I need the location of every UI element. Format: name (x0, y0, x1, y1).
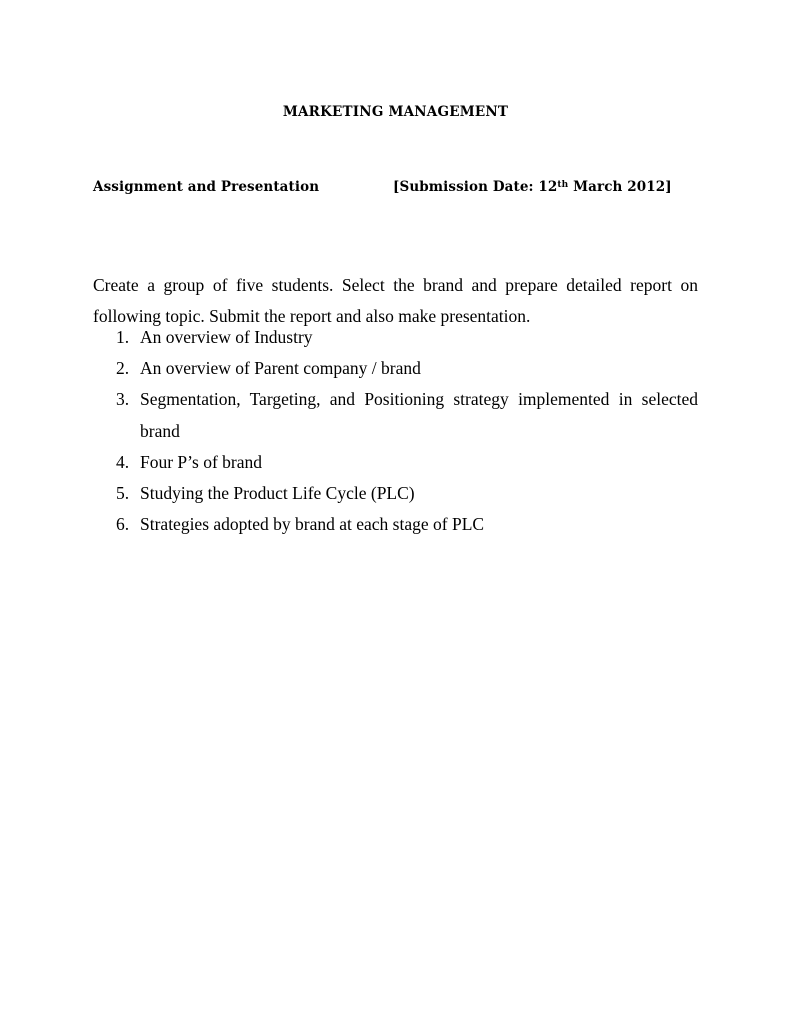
list-item (93, 509, 698, 540)
submission-date-suffix: March 2012] (568, 179, 672, 195)
list-item-text: Strategies adopted by brand at each stage of PLC (140, 514, 485, 535)
list-item-number: 6. (116, 514, 130, 535)
list-item (93, 447, 698, 478)
list-item-number: 1. (116, 327, 130, 347)
list-item-number: 2. (116, 358, 130, 379)
list-item-text: Segmentation, Targeting, and Positioning strategy implemented in selected brand (140, 389, 698, 441)
submission-date-ordinal: th (557, 180, 569, 190)
list-item-text: An overview of Industry (140, 327, 313, 347)
submission-date-prefix: [Submission Date: 12 (393, 179, 558, 195)
list-item (93, 353, 698, 384)
list-item-text: An overview of Parent company / brand (140, 358, 421, 379)
list-item-text: Four P’s of brand (140, 451, 263, 472)
list-item-number: 5. (116, 483, 130, 504)
list-item (93, 478, 698, 509)
intro-paragraph: Create a group of five students. Select the brand and prepare detailed report on following topic. Submit the report and also make presentation. (93, 274, 698, 326)
list-item (93, 384, 698, 446)
topic-list (93, 322, 698, 540)
assignment-label: Assignment and Presentation (93, 179, 320, 195)
submission-date (393, 179, 672, 195)
list-item-number: 3. (116, 389, 130, 410)
list-item-number: 4. (116, 451, 130, 472)
list-item (93, 322, 698, 353)
list-item-text: Studying the Product Life Cycle (PLC) (140, 483, 415, 504)
document-title: MARKETING MANAGEMENT (282, 104, 509, 120)
